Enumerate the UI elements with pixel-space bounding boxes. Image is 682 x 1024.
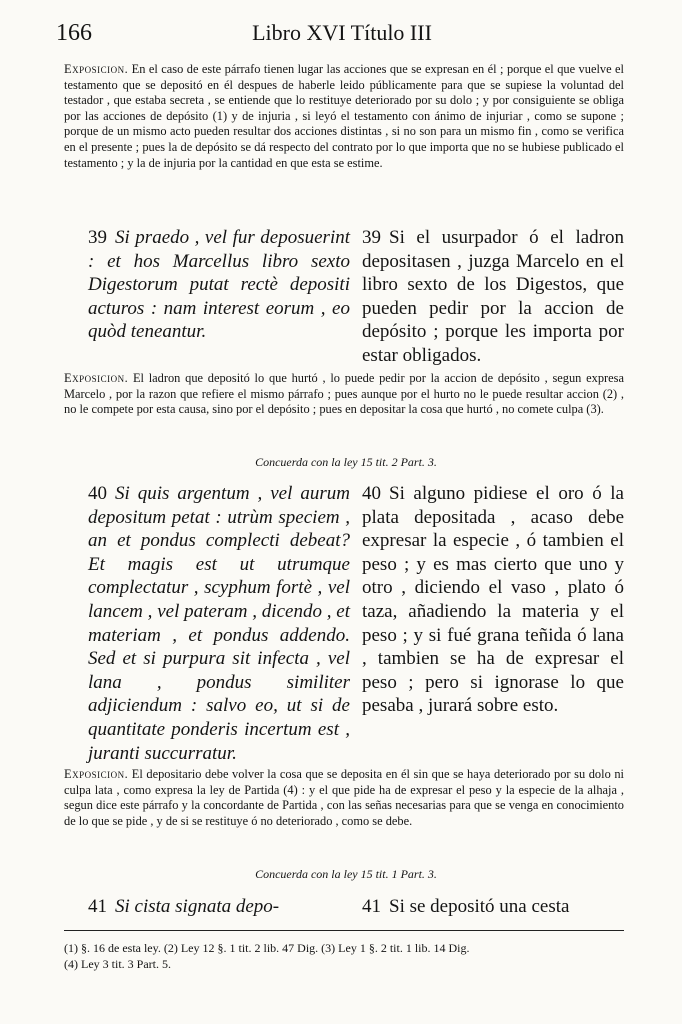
section-41 (88, 895, 624, 919)
latin-column (88, 895, 350, 919)
latin-text: Si cista signata depo- (115, 896, 280, 917)
section-number: 39 (88, 227, 107, 248)
spanish-column (362, 226, 624, 368)
exposition-text: El depositario debe volver la cosa que se deposita en él sin que se haya deteriorado por su dolo ni culpa lata , como expresa la ley de Partida (4) : y el que pide ha de expresar el peso y la especie de la alhaja , segun dice este párrafo y la concordante de Partida , con las señas necesarias para que se venga en conocimiento de lo que se pide , y de si se restituye ó no deteriorado , como se debe. (64, 767, 624, 828)
concordance-1: Concuerda con la ley 15 tit. 2 Part. 3. (255, 455, 437, 469)
footnote-rule (64, 930, 624, 931)
spanish-text: Si el usurpador ó el ladron depositasen , juzga Marcelo en el libro sexto de los Digestos, que pueden pedir por la accion de depósito ; porque les importa por estar obligados. (362, 227, 624, 366)
spanish-column (362, 895, 624, 919)
section-number: 41 (362, 896, 381, 917)
running-title: Libro XVI Título III (252, 20, 432, 45)
section-number: 41 (88, 896, 107, 917)
latin-column (88, 226, 350, 368)
exposition-label: Exposicion. (64, 371, 129, 385)
exposition-label: Exposicion. (64, 62, 129, 76)
section-39 (88, 226, 624, 368)
exposition-3 (64, 767, 624, 829)
exposition-1 (64, 62, 624, 171)
spanish-text: Si se depositó una cesta (389, 896, 570, 917)
concordance-2: Concuerda con la ley 15 tit. 1 Part. 3. (255, 867, 437, 881)
page-number: 166 (56, 20, 92, 46)
latin-column (88, 482, 350, 765)
section-number: 40 (88, 483, 107, 504)
section-number: 39 (362, 227, 381, 248)
spanish-column (362, 482, 624, 765)
exposition-2 (64, 371, 624, 418)
footnote-line: (4) Ley 3 tit. 3 Part. 5. (64, 957, 171, 971)
section-40 (88, 482, 624, 765)
latin-text: Si quis argentum , vel aurum depositum petat : utrùm speciem , an et pondus complecti debeat? Et magis est ut utrumque complectatur , scyphum fortè , vel lancem , vel pateram , dicendo , et materiam , et pondus addendo. Sed et si purpura sit infecta , vel lana , pondus similiter adjiciendum : salvo eo, ut si de quantitate ponderis incertum est , juranti succurratur. (88, 483, 350, 764)
exposition-label: Exposicion. (64, 767, 129, 781)
page-header (56, 20, 628, 56)
exposition-text: En el caso de este párrafo tienen lugar las acciones que se expresan en él ; porque el que vuelve el testamento que se depositó en él despues de haberle leido públicamente para que se supiese la voluntad del testador , que estaba secreta , se entiende que lo restituye deteriorado por su dolo ; y por consiguiente se obliga por las acciones de depósito (1) y de injuria , si leyó el testamento con ánimo de injuriar , como se supone ; porque de un mismo acto pueden resultar dos acciones distintas , si no son para un mismo fin , como se verifica en el presente ; pues la de depósito se dá respecto del contrato por lo que importa que no se hubiese publicado el testamento ; y la de injuria por la cantidad en que esta se estime. (64, 62, 624, 170)
section-number: 40 (362, 483, 381, 504)
footnote-line: (1) §. 16 de esta ley. (2) Ley 12 §. 1 tit. 2 lib. 47 Dig. (3) Ley 1 §. 2 tit. 1 lib. 14 Dig. (64, 941, 470, 955)
spanish-text: Si alguno pidiese el oro ó la plata depositada , acaso debe expresar la especie , ó tambien el peso ; y es mas cierto que uno y otro , diciendo el vaso , plato ó taza, añadiendo la materia y el peso ; y si fué grana teñida ó lana , tambien se ha de expresar el peso ; pero si ignorase lo que pesaba , jurará sobre esto. (362, 483, 624, 717)
exposition-text: El ladron que depositó lo que hurtó , lo puede pedir por la accion de depósito , segun expresa Marcelo , por la razon que refiere el mismo párrafo ; pues aunque por el hurto no le puede resultar accion (2) , no le compete por esta causa, sino por el depósito ; pues en depositar la cosa que hurtó , no comete culpa (3). (64, 371, 624, 417)
footnotes (64, 940, 624, 972)
latin-text: Si praedo , vel fur deposuerint : et hos Marcellus libro sexto Digestorum putat rectè depositi acturos : nam interest eorum , eo quòd teneantur. (88, 227, 350, 343)
